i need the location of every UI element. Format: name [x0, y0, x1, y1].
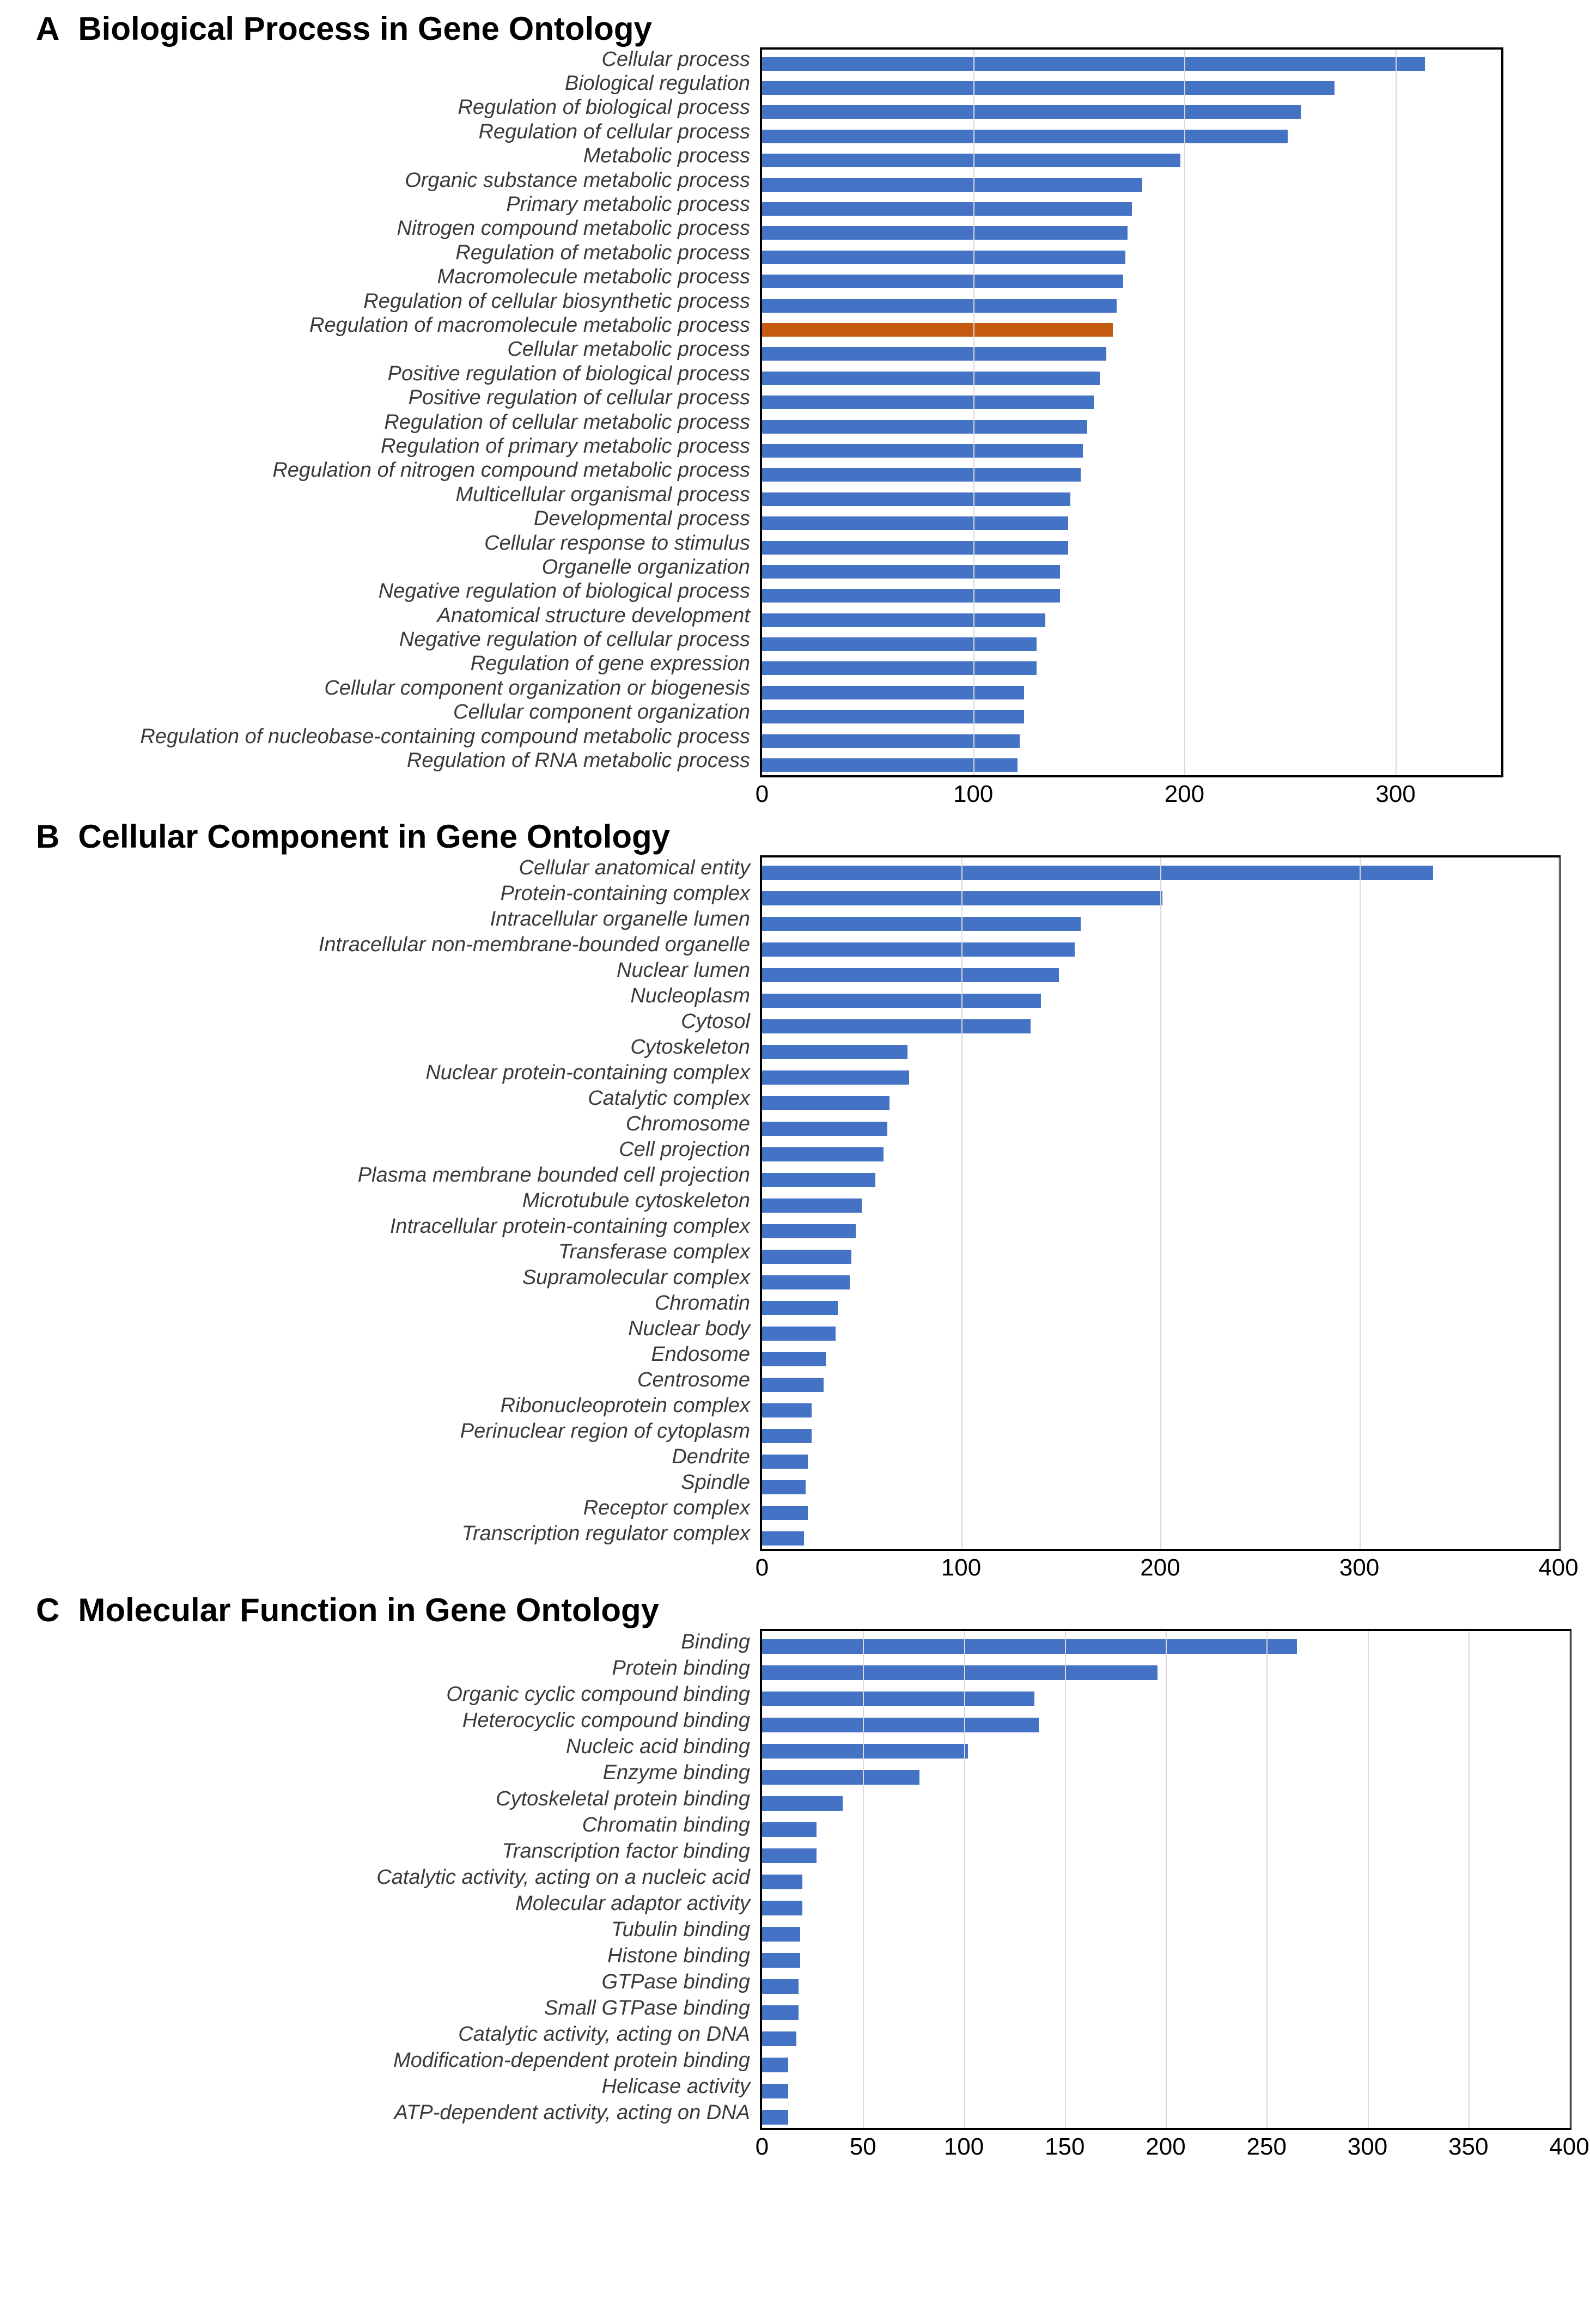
plot-area-c	[760, 1629, 1571, 2130]
category-label: GTPase binding	[601, 1970, 750, 1993]
category-label: Spindle	[681, 1471, 750, 1494]
x-axis-c	[755, 2130, 1589, 2168]
bar-row	[762, 463, 1501, 487]
bar-row	[762, 270, 1501, 294]
category-label: Heterocyclic compound binding	[462, 1708, 750, 1732]
category-label: Developmental process	[533, 507, 750, 531]
category-label: Supramolecular complex	[522, 1266, 750, 1289]
bar	[762, 468, 1081, 482]
category-label: Catalytic activity, acting on a nucleic acid	[376, 1865, 750, 1889]
bar	[762, 444, 1083, 458]
bar	[762, 1403, 812, 1417]
bar	[762, 1639, 1297, 1654]
panel-c-letter: C	[36, 1592, 60, 1628]
x-axis-b	[755, 1551, 1579, 1589]
category-label: Regulation of RNA metabolic process	[406, 749, 750, 772]
category-label: Organelle organization	[541, 555, 750, 579]
bar-row	[762, 221, 1501, 245]
category-label: Chromatin binding	[582, 1813, 750, 1836]
category-label: Regulation of macromolecule metabolic process	[309, 313, 750, 337]
gridline	[1469, 1631, 1470, 2128]
category-label: Binding	[681, 1630, 750, 1653]
bar	[762, 2084, 788, 2098]
category-label: Chromosome	[625, 1112, 750, 1135]
category-label: Cell projection	[619, 1138, 750, 1161]
category-label: Regulation of cellular process	[478, 120, 750, 143]
category-label: Catalytic complex	[588, 1087, 750, 1110]
bar	[762, 565, 1060, 579]
category-label: Small GTPase binding	[544, 1996, 750, 2019]
panel-a-title: Biological Process in Gene Ontology	[78, 10, 652, 47]
bar	[762, 1122, 887, 1136]
category-label: Cellular component organization	[453, 701, 750, 724]
bar	[762, 1070, 909, 1085]
category-labels-a	[0, 47, 760, 777]
bar	[762, 178, 1142, 192]
gridline	[1396, 50, 1397, 775]
chart-biological-process	[0, 47, 1590, 816]
axis-tick-label: 300	[1347, 2133, 1388, 2160]
panel-a-header	[0, 10, 1590, 47]
category-label: Nuclear body	[628, 1317, 750, 1340]
category-label: Transferase complex	[558, 1240, 750, 1263]
bar	[762, 661, 1037, 675]
category-label: Cellular anatomical entity	[519, 856, 750, 879]
bar-row	[762, 100, 1501, 124]
category-label: Biological regulation	[564, 72, 750, 95]
panel-a-letter: A	[36, 10, 60, 47]
bar	[762, 1096, 890, 1110]
bar	[762, 1531, 804, 1546]
axis-tick-label: 400	[1538, 1554, 1579, 1581]
bar	[762, 57, 1425, 71]
gridline	[1160, 857, 1161, 1549]
bar	[762, 589, 1060, 603]
category-label: Histone binding	[607, 1944, 750, 1967]
bar-row	[762, 608, 1501, 632]
bar-row	[762, 390, 1501, 414]
bar	[762, 686, 1024, 699]
bar-row	[762, 149, 1501, 173]
bar	[762, 710, 1024, 723]
plot-area-b	[760, 855, 1561, 1551]
bar	[762, 968, 1059, 982]
bar	[762, 130, 1288, 143]
axis-tick-label: 400	[1549, 2133, 1589, 2160]
x-axis-a	[755, 777, 1503, 816]
gridline	[961, 857, 962, 1549]
bar-row	[762, 124, 1501, 148]
bar	[762, 251, 1125, 264]
category-label: Organic substance metabolic process	[405, 168, 750, 192]
bar	[762, 1744, 968, 1759]
panel-b-letter: B	[36, 818, 60, 855]
bar-row	[762, 656, 1501, 680]
category-label: Modification-dependent protein binding	[393, 2048, 750, 2072]
bar	[762, 637, 1037, 651]
bar	[762, 372, 1100, 385]
category-label: Positive regulation of biological process	[387, 362, 750, 385]
category-label: Regulation of cellular metabolic process	[384, 410, 750, 434]
axis-tick-label: 0	[755, 1554, 769, 1581]
category-label: Protein binding	[612, 1656, 750, 1680]
bar-row	[762, 753, 1501, 777]
bar-row	[762, 511, 1501, 535]
panel-c-header	[0, 1591, 1590, 1629]
category-label: Protein-containing complex	[500, 882, 750, 905]
axis-tick-label: 350	[1448, 2133, 1489, 2160]
axis-tick-label: 250	[1246, 2133, 1287, 2160]
category-label: Nuclear protein-containing complex	[425, 1061, 750, 1084]
chart-cellular-component	[0, 855, 1590, 1589]
bar	[762, 1224, 856, 1238]
bar-row	[762, 52, 1501, 76]
category-label: Cytoskeletal protein binding	[496, 1787, 750, 1810]
bar	[762, 1275, 850, 1289]
bar	[762, 1147, 884, 1161]
category-label: Perinuclear region of cytoplasm	[460, 1420, 750, 1443]
bar-row	[762, 318, 1501, 342]
bar	[762, 1045, 907, 1059]
bar	[762, 1250, 851, 1264]
gridline	[973, 50, 974, 775]
bar-row	[762, 415, 1501, 439]
bar-row	[762, 680, 1501, 704]
category-label: Dendrite	[672, 1445, 750, 1468]
bar-row	[762, 366, 1501, 390]
axis-tick-label: 100	[943, 2133, 984, 2160]
bar	[762, 1901, 802, 1915]
bar	[762, 275, 1123, 288]
category-label: Regulation of primary metabolic process	[381, 434, 750, 458]
gridline	[1558, 857, 1559, 1549]
category-label: Nucleoplasm	[630, 984, 750, 1007]
gridline	[1166, 1631, 1167, 2128]
bar	[762, 226, 1128, 240]
bar-row	[762, 245, 1501, 269]
gridline	[1266, 1631, 1268, 2128]
bar	[762, 105, 1301, 119]
category-label: Cytoskeleton	[630, 1036, 750, 1058]
bar	[762, 1019, 1031, 1033]
bar-row	[762, 439, 1501, 463]
axis-tick-label: 100	[941, 1554, 982, 1581]
category-label: Receptor complex	[583, 1496, 750, 1519]
category-label: Cytosol	[681, 1010, 750, 1033]
category-label: Chromatin	[654, 1292, 750, 1315]
bar	[762, 2110, 788, 2125]
category-label: Ribonucleoprotein complex	[500, 1394, 750, 1417]
panel-molecular-function	[0, 1589, 1590, 2168]
axis-tick-label: 300	[1375, 781, 1416, 807]
category-label: Helicase activity	[601, 2074, 750, 2098]
category-label: Positive regulation of cellular process	[408, 386, 750, 410]
category-label: Negative regulation of biological process	[378, 580, 750, 603]
category-label: Regulation of nucleobase-containing compound metabolic process	[140, 725, 750, 748]
panel-cellular-component	[0, 816, 1590, 1589]
bar-row	[762, 632, 1501, 656]
bar	[762, 1718, 1039, 1732]
gridline	[964, 1631, 965, 2128]
bar	[762, 1352, 826, 1366]
category-label: Cellular process	[601, 47, 750, 71]
bars-a	[762, 50, 1501, 775]
category-label: Nuclear lumen	[617, 959, 750, 982]
axis-tick-label: 300	[1339, 1554, 1380, 1581]
plot-area-a	[760, 47, 1503, 777]
bar	[762, 2031, 796, 2046]
bar	[762, 1378, 824, 1392]
category-label: Transcription factor binding	[502, 1839, 750, 1863]
bar	[762, 1927, 800, 1942]
bar	[762, 1953, 800, 1968]
category-label: Microtubule cytoskeleton	[522, 1189, 750, 1212]
bar-row	[762, 705, 1501, 729]
category-label: Nitrogen compound metabolic process	[397, 217, 750, 240]
axis-tick-label: 150	[1045, 2133, 1085, 2160]
bar	[762, 396, 1094, 409]
gridline	[863, 1631, 864, 2128]
bar	[762, 2058, 788, 2072]
panel-b-title: Cellular Component in Gene Ontology	[78, 818, 671, 855]
category-label: Negative regulation of cellular process	[399, 628, 750, 652]
bar-row	[762, 584, 1501, 608]
bar	[762, 1848, 817, 1863]
panel-b-header	[0, 818, 1590, 855]
bar	[762, 917, 1081, 931]
bar	[762, 1198, 862, 1213]
category-label: Catalytic activity, acting on DNA	[458, 2022, 750, 2046]
bar	[762, 1796, 843, 1811]
category-label: Nucleic acid binding	[566, 1735, 750, 1758]
bar-row	[762, 536, 1501, 559]
bar-row	[762, 487, 1501, 511]
bar	[762, 541, 1068, 555]
category-label: Organic cyclic compound binding	[446, 1682, 750, 1706]
category-label: Intracellular non-membrane-bounded organelle	[318, 933, 750, 956]
bar	[762, 420, 1087, 434]
category-label: Regulation of nitrogen compound metabolic process	[272, 459, 750, 482]
category-label: Transcription regulator complex	[461, 1522, 750, 1545]
bar	[762, 1692, 1034, 1706]
bar	[762, 734, 1020, 748]
category-label: Regulation of biological process	[458, 96, 750, 119]
category-label: Regulation of gene expression	[470, 652, 750, 676]
gridline	[1065, 1631, 1066, 2128]
axis-tick-label: 0	[755, 2133, 769, 2160]
bar	[762, 1770, 919, 1785]
bar	[762, 81, 1335, 95]
bar	[762, 154, 1180, 167]
category-label: Metabolic process	[583, 144, 750, 168]
bar	[762, 1173, 875, 1187]
chart-molecular-function	[0, 1629, 1590, 2168]
bar	[762, 1665, 1158, 1680]
category-label: Plasma membrane bounded cell projection	[357, 1164, 750, 1187]
category-label: ATP-dependent activity, acting on DNA	[394, 2101, 750, 2124]
axis-tick-label: 200	[1140, 1554, 1180, 1581]
bar	[762, 1979, 799, 1994]
bar-row	[762, 342, 1501, 366]
category-label: Cellular metabolic process	[507, 338, 750, 361]
bar	[762, 1480, 806, 1494]
bar	[762, 202, 1132, 216]
bar-row	[762, 294, 1501, 318]
gridline	[1368, 1631, 1369, 2128]
category-label: Primary metabolic process	[506, 193, 750, 216]
bar-row	[762, 173, 1501, 197]
bar-row	[762, 76, 1501, 100]
bar-row	[762, 197, 1501, 221]
category-label: Cellular component organization or biogenesis	[324, 676, 750, 699]
category-label: Tubulin binding	[611, 1918, 750, 1941]
category-label: Anatomical structure development	[437, 604, 750, 627]
bar	[762, 866, 1433, 880]
bar	[762, 994, 1041, 1008]
category-label: Centrosome	[637, 1368, 750, 1391]
axis-tick-label: 200	[1146, 2133, 1186, 2160]
bar-row	[762, 729, 1501, 753]
bar	[762, 1822, 817, 1837]
bar	[762, 516, 1068, 530]
category-label: Multicellular organismal process	[455, 483, 750, 506]
bar	[762, 1429, 812, 1443]
gridline	[1360, 857, 1361, 1549]
bar	[762, 1301, 838, 1315]
category-label: Enzyme binding	[602, 1761, 750, 1784]
category-label: Regulation of cellular biosynthetic process	[363, 289, 750, 313]
category-label: Cellular response to stimulus	[484, 531, 750, 555]
bar	[762, 613, 1045, 627]
bar	[762, 758, 1018, 772]
bar	[762, 299, 1117, 313]
category-label: Molecular adaptor activity	[515, 1891, 750, 1915]
bar-row	[762, 559, 1501, 583]
bar	[762, 323, 1113, 337]
bar	[762, 942, 1075, 957]
axis-tick-label: 200	[1164, 781, 1205, 807]
panel-c-title: Molecular Function in Gene Ontology	[78, 1592, 660, 1628]
category-label: Intracellular protein-containing complex	[389, 1215, 750, 1238]
category-labels-c	[0, 1629, 760, 2130]
bar	[762, 492, 1070, 506]
bar	[762, 347, 1106, 361]
axis-tick-label: 100	[953, 781, 994, 807]
gridline	[1184, 50, 1185, 775]
bar	[762, 1506, 808, 1520]
panel-biological-process	[0, 0, 1590, 816]
category-label: Intracellular organelle lumen	[490, 908, 750, 930]
category-label: Regulation of metabolic process	[455, 241, 750, 264]
bar	[762, 1875, 802, 1889]
category-labels-b	[0, 855, 760, 1551]
gridline	[1569, 1631, 1570, 2128]
axis-tick-label: 50	[849, 2133, 876, 2160]
bar	[762, 2005, 799, 2020]
category-label: Macromolecule metabolic process	[437, 265, 750, 289]
category-label: Endosome	[651, 1343, 750, 1366]
bar	[762, 1327, 836, 1341]
bar	[762, 1455, 808, 1469]
axis-tick-label: 0	[755, 781, 769, 807]
